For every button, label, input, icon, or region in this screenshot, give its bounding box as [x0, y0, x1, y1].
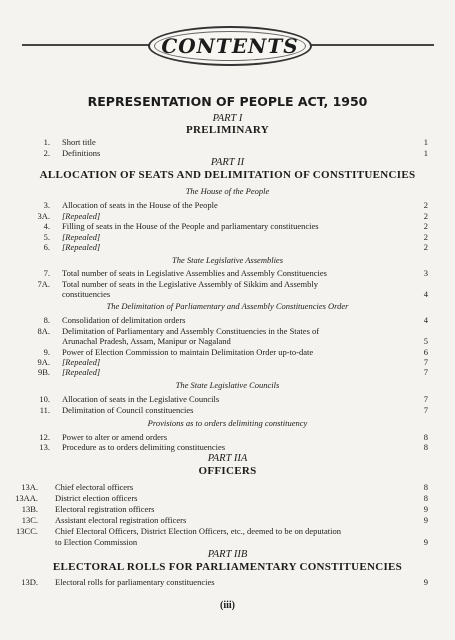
entry-page: 2: [423, 232, 428, 242]
entry-page: 7: [423, 357, 428, 367]
entry-number: 13AA.: [15, 493, 38, 503]
part-2a-label: PART IIA: [207, 453, 248, 464]
entry-page: 1: [423, 137, 428, 147]
entry-page: 6: [423, 347, 428, 357]
entry-page: 9: [423, 515, 428, 525]
entry-title: Definitions: [62, 148, 101, 158]
entry-page: 7: [423, 405, 428, 415]
subheading-state-councils: The State Legislative Councils: [175, 380, 280, 390]
banner-rule-right: [306, 44, 434, 46]
entry-number: 10.: [39, 394, 50, 404]
entry-title: Chief electoral officers: [55, 482, 134, 492]
entry-page: 9: [423, 577, 428, 587]
entry-title: Assistant electoral registration officers: [55, 515, 187, 525]
entry-page: 3: [423, 268, 428, 278]
banner-rule-left: [22, 44, 150, 46]
entry-number: 1.: [43, 137, 50, 147]
entry-title: Filling of seats in the House of the People and parliamentary constituencies: [62, 221, 319, 231]
banner-oval: [148, 26, 312, 66]
entry-number: 9B.: [37, 367, 50, 377]
part-2-label: PART II: [210, 157, 245, 168]
entry-title: [Repealed]: [62, 232, 101, 242]
part-1-label: PART I: [212, 113, 243, 124]
entry-title: Power to alter or amend orders: [62, 432, 168, 442]
entry-title: Allocation of seats in the House of the People: [62, 200, 218, 210]
entry-title: Delimitation of Parliamentary and Assembly Constituencies in the States of: [62, 326, 320, 336]
entry-number: 9.: [43, 347, 50, 357]
entry-title: Consolidation of delimitation orders: [62, 315, 186, 325]
entry-title-continued: constituencies: [62, 289, 111, 299]
entry-title: Electoral rolls for parliamentary constituencies: [55, 577, 215, 587]
entry-number: 3.: [43, 200, 50, 210]
entry-number: 7.: [43, 268, 50, 278]
part-2a-heading: OFFICERS: [198, 465, 257, 477]
entry-number: 3A.: [37, 211, 50, 221]
entry-number: 7A.: [37, 279, 50, 289]
entry-title: District election officers: [55, 493, 138, 503]
entry-title: Total number of seats in the Legislative Assembly of Sikkim and Assembly: [62, 279, 319, 289]
part-2-heading: ALLOCATION OF SEATS AND DELIMITATION OF CONSTITUENCIES: [39, 169, 416, 181]
part-2b-label: PART IIB: [207, 549, 248, 560]
entry-number: 5.: [43, 232, 50, 242]
entry-number: 8.: [43, 315, 50, 325]
entry-title: Electoral registration officers: [55, 504, 155, 514]
subheading-delimitation-order: The Delimitation of Parliamentary and Assembly Constituencies Order: [106, 301, 349, 311]
entry-number: 4.: [43, 221, 50, 231]
entry-page: 2: [423, 221, 428, 231]
part-1-heading: PRELIMINARY: [186, 124, 269, 136]
entry-title: [Repealed]: [62, 367, 101, 377]
contents-title: CONTENTS: [161, 34, 299, 58]
entry-title: Short title: [62, 137, 96, 147]
entry-page: 9: [423, 537, 428, 547]
entry-page: 5: [423, 336, 428, 346]
entry-title-continued: to Election Commission: [55, 537, 138, 547]
entry-page: 7: [423, 367, 428, 377]
entry-number: 12.: [39, 432, 50, 442]
contents-banner: [22, 24, 434, 66]
entry-page: 8: [423, 493, 428, 503]
entry-number: 13CC.: [16, 526, 38, 536]
entry-number: 9A.: [37, 357, 50, 367]
entry-title: Total number of seats in Legislative Assemblies and Assembly Constituencies: [62, 268, 327, 278]
entry-number: 13.: [39, 442, 50, 452]
page-number: (iii): [220, 600, 235, 611]
entry-page: 1: [423, 148, 428, 158]
entry-title-continued: Arunachal Pradesh, Assam, Manipur or Nagaland: [62, 336, 231, 346]
entry-number: 11.: [39, 405, 50, 415]
entry-number: 6.: [43, 242, 50, 252]
entry-number: 13A.: [21, 482, 38, 492]
entry-page: 4: [423, 289, 428, 299]
part-2b-heading: ELECTORAL ROLLS FOR PARLIAMENTARY CONSTITUENCIES: [52, 561, 403, 573]
entry-page: 2: [423, 200, 428, 210]
entry-number: 2.: [43, 148, 50, 158]
entry-page: 8: [423, 432, 428, 442]
entry-page: 4: [423, 315, 428, 325]
subheading-provisions: Provisions as to orders delimiting constituency: [147, 418, 308, 428]
entry-title: Allocation of seats in the Legislative Councils: [62, 394, 220, 404]
entry-title: Procedure as to orders delimiting constituencies: [62, 442, 226, 452]
subheading-house-of-people: The House of the People: [185, 186, 270, 196]
entry-number: 13B.: [21, 504, 38, 514]
entry-number: 13C.: [21, 515, 38, 525]
entry-page: 8: [423, 442, 428, 452]
entry-page: 2: [423, 211, 428, 221]
entry-number: 8A.: [37, 326, 50, 336]
entry-title: [Repealed]: [62, 211, 101, 221]
entry-page: 2: [423, 242, 428, 252]
entry-title: Power of Election Commission to maintain Delimitation Order up-to-date: [62, 347, 314, 357]
entry-page: 8: [423, 482, 428, 492]
entry-number: 13D.: [21, 577, 38, 587]
entry-title: [Repealed]: [62, 242, 101, 252]
entry-page: 9: [423, 504, 428, 514]
subheading-state-assemblies: The State Legislative Assemblies: [171, 255, 284, 265]
entry-page: 7: [423, 394, 428, 404]
entry-title: Chief Electoral Officers, District Election Officers, etc., deemed to be on deputation: [55, 526, 341, 536]
act-title: REPRESENTATION OF PEOPLE ACT, 1950: [87, 94, 368, 109]
entry-title: [Repealed]: [62, 357, 101, 367]
entry-title: Delimitation of Council constituencies: [62, 405, 194, 415]
